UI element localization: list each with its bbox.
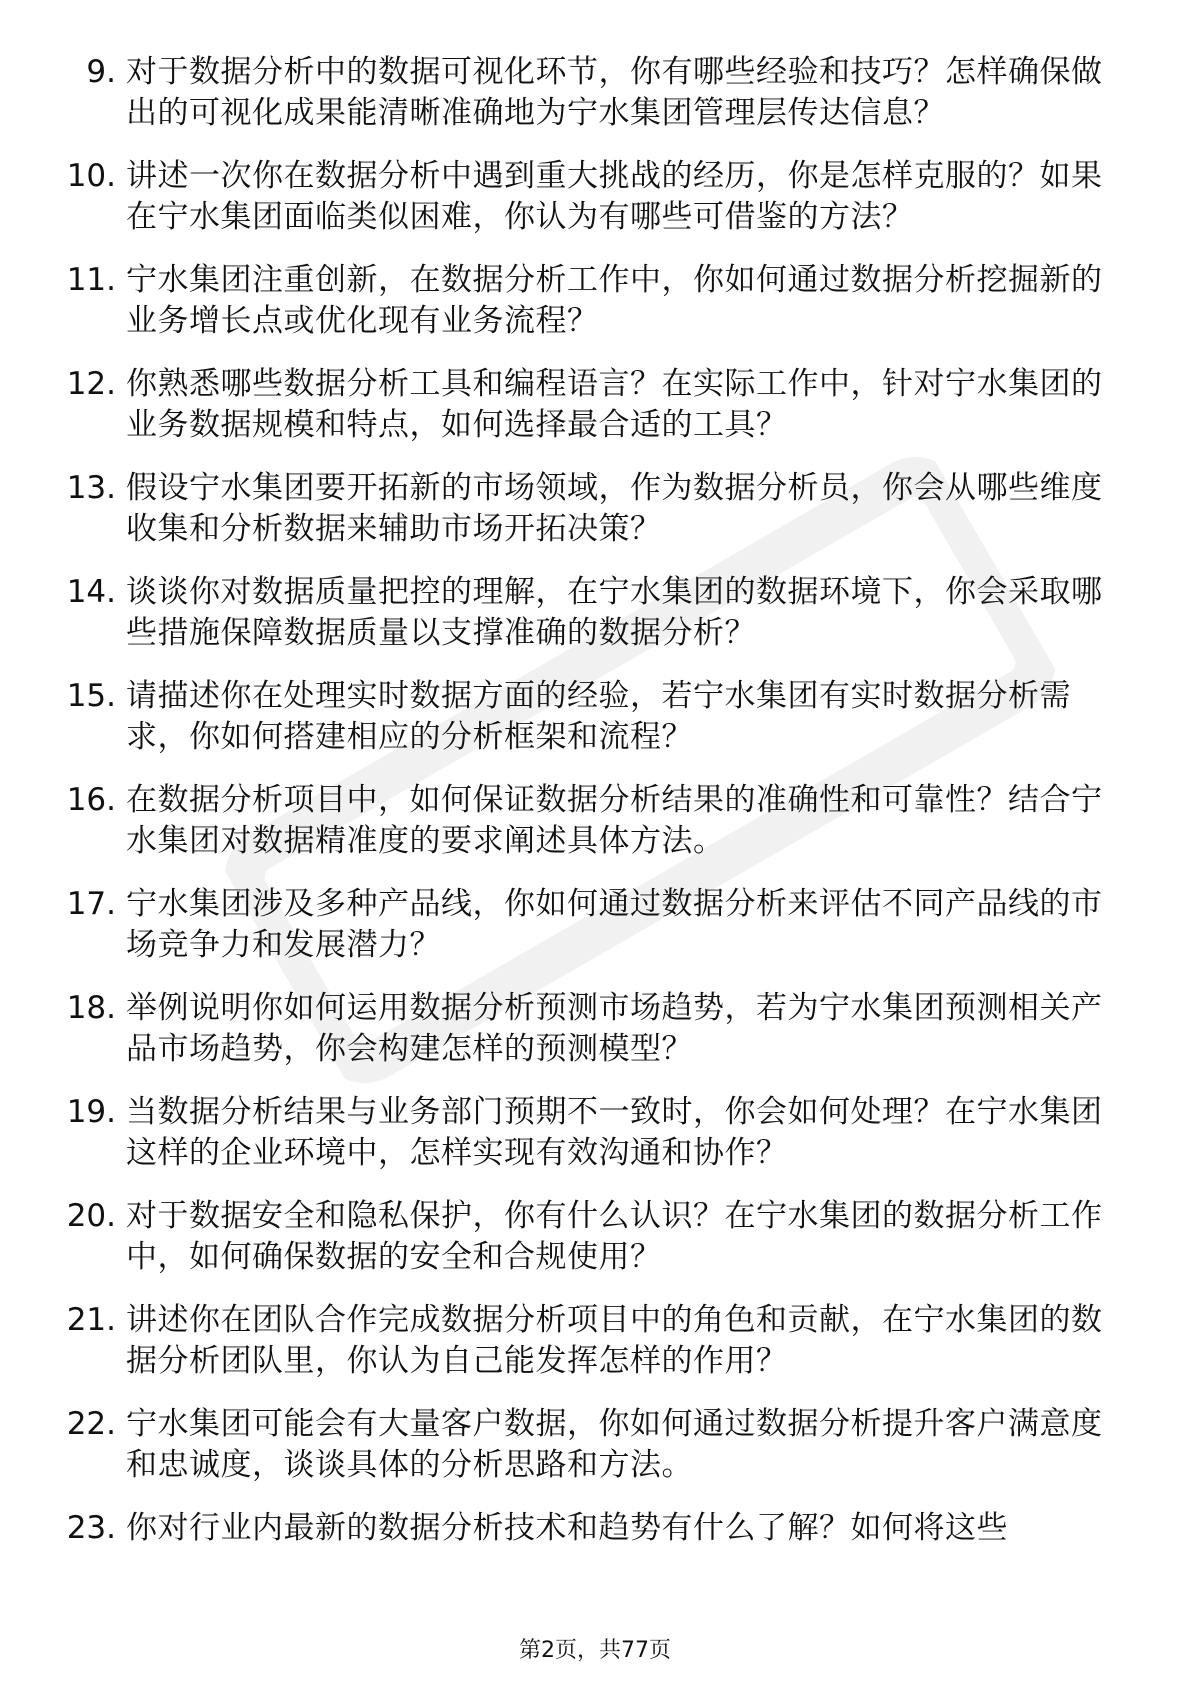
question-text: 讲述一次你在数据分析中遇到重大挑战的经历，你是怎样克服的？如果在宁水集团面临类似困难，你认为有哪些可借鉴的方法？ — [126, 158, 1103, 235]
question-item — [58, 156, 1118, 238]
question-number: 23. — [66, 1510, 116, 1546]
question-item — [58, 988, 1118, 1070]
question-text: 宁水集团涉及多种产品线，你如何通过数据分析来评估不同产品线的市场竞争力和发展潜力？ — [126, 886, 1103, 963]
question-text: 讲述你在团队合作完成数据分析项目中的角色和贡献，在宁水集团的数据分析团队里，你认为自己能发挥怎样的作用？ — [126, 1302, 1103, 1379]
question-item — [58, 364, 1118, 446]
question-text: 对于数据安全和隐私保护，你有什么认识？在宁水集团的数据分析工作中，如何确保数据的安全和合规使用？ — [126, 1198, 1103, 1275]
question-number: 9. — [86, 54, 116, 90]
question-item — [58, 1196, 1118, 1278]
question-text: 举例说明你如何运用数据分析预测市场趋势，若为宁水集团预测相关产品市场趋势，你会构建怎样的预测模型？ — [126, 990, 1103, 1067]
question-number: 12. — [66, 366, 116, 402]
question-text: 对于数据分析中的数据可视化环节，你有哪些经验和技巧？怎样确保做出的可视化成果能清晰准确地为宁水集团管理层传达信息？ — [126, 54, 1103, 131]
question-text: 假设宁水集团要开拓新的市场领域，作为数据分析员，你会从哪些维度收集和分析数据来辅助市场开拓决策？ — [126, 470, 1103, 547]
question-number: 14. — [66, 574, 116, 610]
question-item — [58, 1508, 1118, 1549]
question-text: 你对行业内最新的数据分析技术和趋势有什么了解？如何将这些 — [126, 1510, 1008, 1546]
question-number: 13. — [66, 470, 116, 506]
question-number: 11. — [66, 262, 116, 298]
question-number: 18. — [66, 990, 116, 1026]
question-item — [58, 52, 1118, 134]
question-item — [58, 884, 1118, 966]
question-number: 15. — [66, 678, 116, 714]
question-number: 10. — [66, 158, 116, 194]
question-text: 宁水集团可能会有大量客户数据，你如何通过数据分析提升客户满意度和忠诚度，谈谈具体的分析思路和方法。 — [126, 1406, 1103, 1483]
question-number: 20. — [66, 1198, 116, 1234]
question-list — [58, 52, 1118, 1571]
page-footer — [0, 1636, 1190, 1666]
question-text: 你熟悉哪些数据分析工具和编程语言？在实际工作中，针对宁水集团的业务数据规模和特点，如何选择最合适的工具？ — [126, 366, 1103, 443]
question-text: 在数据分析项目中，如何保证数据分析结果的准确性和可靠性？结合宁水集团对数据精准度的要求阐述具体方法。 — [126, 782, 1103, 859]
question-item — [58, 260, 1118, 342]
question-item — [58, 468, 1118, 550]
question-number: 19. — [66, 1094, 116, 1130]
question-item — [58, 676, 1118, 758]
question-item — [58, 1300, 1118, 1382]
question-text: 宁水集团注重创新，在数据分析工作中，你如何通过数据分析挖掘新的业务增长点或优化现有业务流程？ — [126, 262, 1103, 339]
question-text: 请描述你在处理实时数据方面的经验，若宁水集团有实时数据分析需求，你如何搭建相应的分析框架和流程？ — [126, 678, 1071, 755]
question-text: 谈谈你对数据质量把控的理解，在宁水集团的数据环境下，你会采取哪些措施保障数据质量以支撑准确的数据分析？ — [126, 574, 1103, 651]
question-number: 17. — [66, 886, 116, 922]
question-item — [58, 780, 1118, 862]
question-number: 16. — [66, 782, 116, 818]
question-text: 当数据分析结果与业务部门预期不一致时，你会如何处理？在宁水集团这样的企业环境中，怎样实现有效沟通和协作？ — [126, 1094, 1103, 1171]
question-number: 22. — [66, 1406, 116, 1442]
question-item — [58, 1404, 1118, 1486]
question-item — [58, 1092, 1118, 1174]
page-number-label: 第2页，共77页 — [519, 1638, 671, 1663]
question-number: 21. — [66, 1302, 116, 1338]
question-item — [58, 572, 1118, 654]
